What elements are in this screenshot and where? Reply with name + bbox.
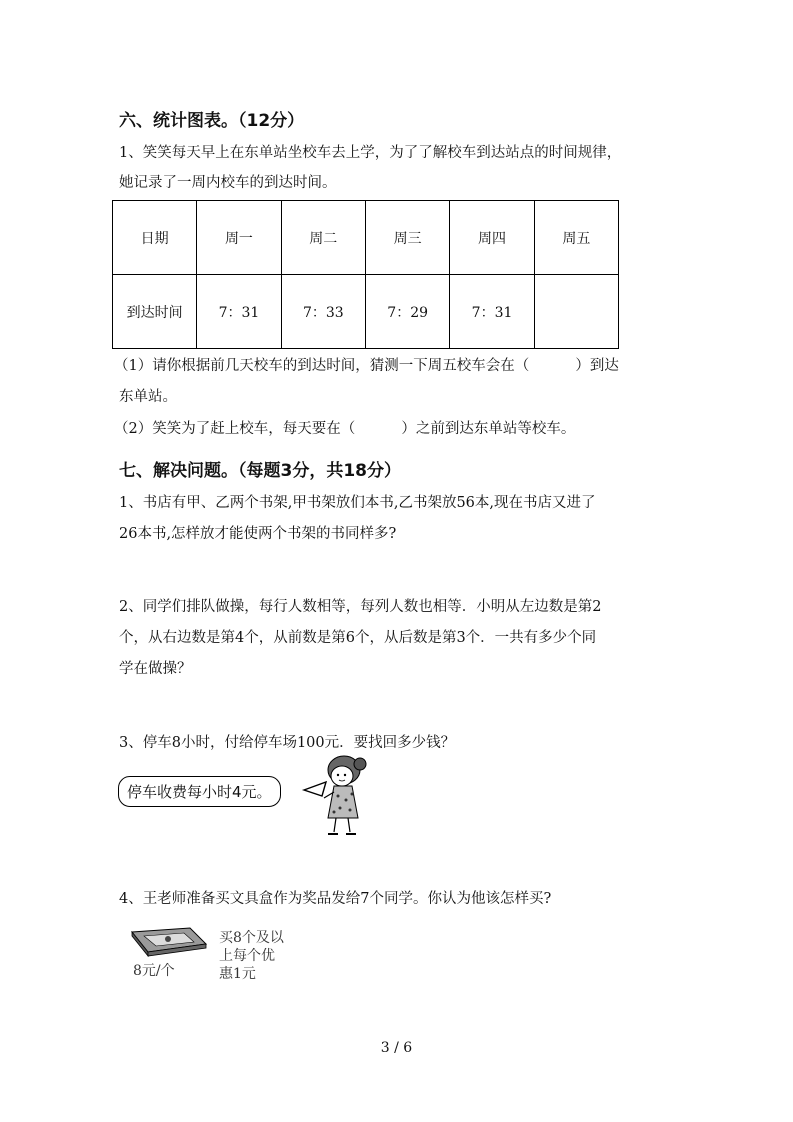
section6-q1-line2: 她记录了一周内校车的到达时间。 — [119, 175, 337, 191]
section6-title: 六、统计图表。（12分） — [119, 111, 305, 131]
section6-sub2: （2）笑笑为了赶上校车，每天要在（ ）之前到达东单站等校车。 — [114, 421, 576, 437]
section6-sub1-line1: （1）请你根据前几天校车的到达时间，猜测一下周五校车会在（ ）到达 — [114, 358, 619, 374]
section7-q2-line2: 个，从右边数是第4个，从前数是第6个，从后数是第3个．一共有多少个同 — [119, 630, 597, 646]
page-number: 3 / 6 — [380, 1040, 413, 1056]
section7-q2-line3: 学在做操？ — [119, 661, 192, 677]
section7-q4: 4、王老师准备买文具盒作为奖品发给7个同学。你认为他该怎样买? — [119, 891, 552, 907]
section7-q3: 3、停车8小时，付给停车场100元．要找回多少钱？ — [119, 735, 456, 751]
section7-title: 七、解决问题。（每题3分，共18分） — [119, 461, 401, 481]
section6-sub1-line2: 东单站。 — [119, 389, 177, 405]
table-cell-blank[interactable] — [534, 275, 618, 349]
section7-q1-line2: 26本书,怎样放才能使两个书架的书同样多? — [119, 526, 397, 542]
discount-offer-line1: 买8个及以 — [219, 930, 284, 946]
girl-illustration — [300, 752, 372, 840]
section7-q2-line1: 2、同学们排队做操，每行人数相等，每列人数也相等．小明从左边数是第2 — [119, 599, 602, 615]
table-cell: 到达时间 — [113, 275, 197, 349]
table-data-row — [113, 275, 619, 349]
table-cell: 7：31 — [197, 275, 281, 349]
table-cell: 7：33 — [281, 275, 365, 349]
pencil-box-price: 8元/个 — [133, 963, 175, 979]
table-cell: 周二 — [281, 201, 365, 275]
table-cell: 7：31 — [450, 275, 534, 349]
table-cell: 周三 — [365, 201, 449, 275]
discount-offer-line2: 上每个优 — [219, 948, 275, 964]
table-cell: 7：29 — [365, 275, 449, 349]
table-cell: 周五 — [534, 201, 618, 275]
table-cell: 周四 — [450, 201, 534, 275]
discount-offer-line3: 惠1元 — [219, 966, 256, 982]
section7-q1-line1: 1、书店有甲、乙两个书架,甲书架放们本书,乙书架放56本,现在书店又进了 — [119, 495, 596, 511]
pencil-box-icon — [128, 924, 210, 958]
parking-fee-bubble: 停车收费每小时4元。 — [118, 776, 281, 807]
table-header-row — [113, 201, 619, 275]
section6-q1-line1: 1、笑笑每天早上在东单站坐校车去上学，为了了解校车到达站点的时间规律， — [119, 145, 622, 161]
table-cell: 日期 — [113, 201, 197, 275]
table-cell: 周一 — [197, 201, 281, 275]
arrival-time-table — [112, 200, 619, 349]
